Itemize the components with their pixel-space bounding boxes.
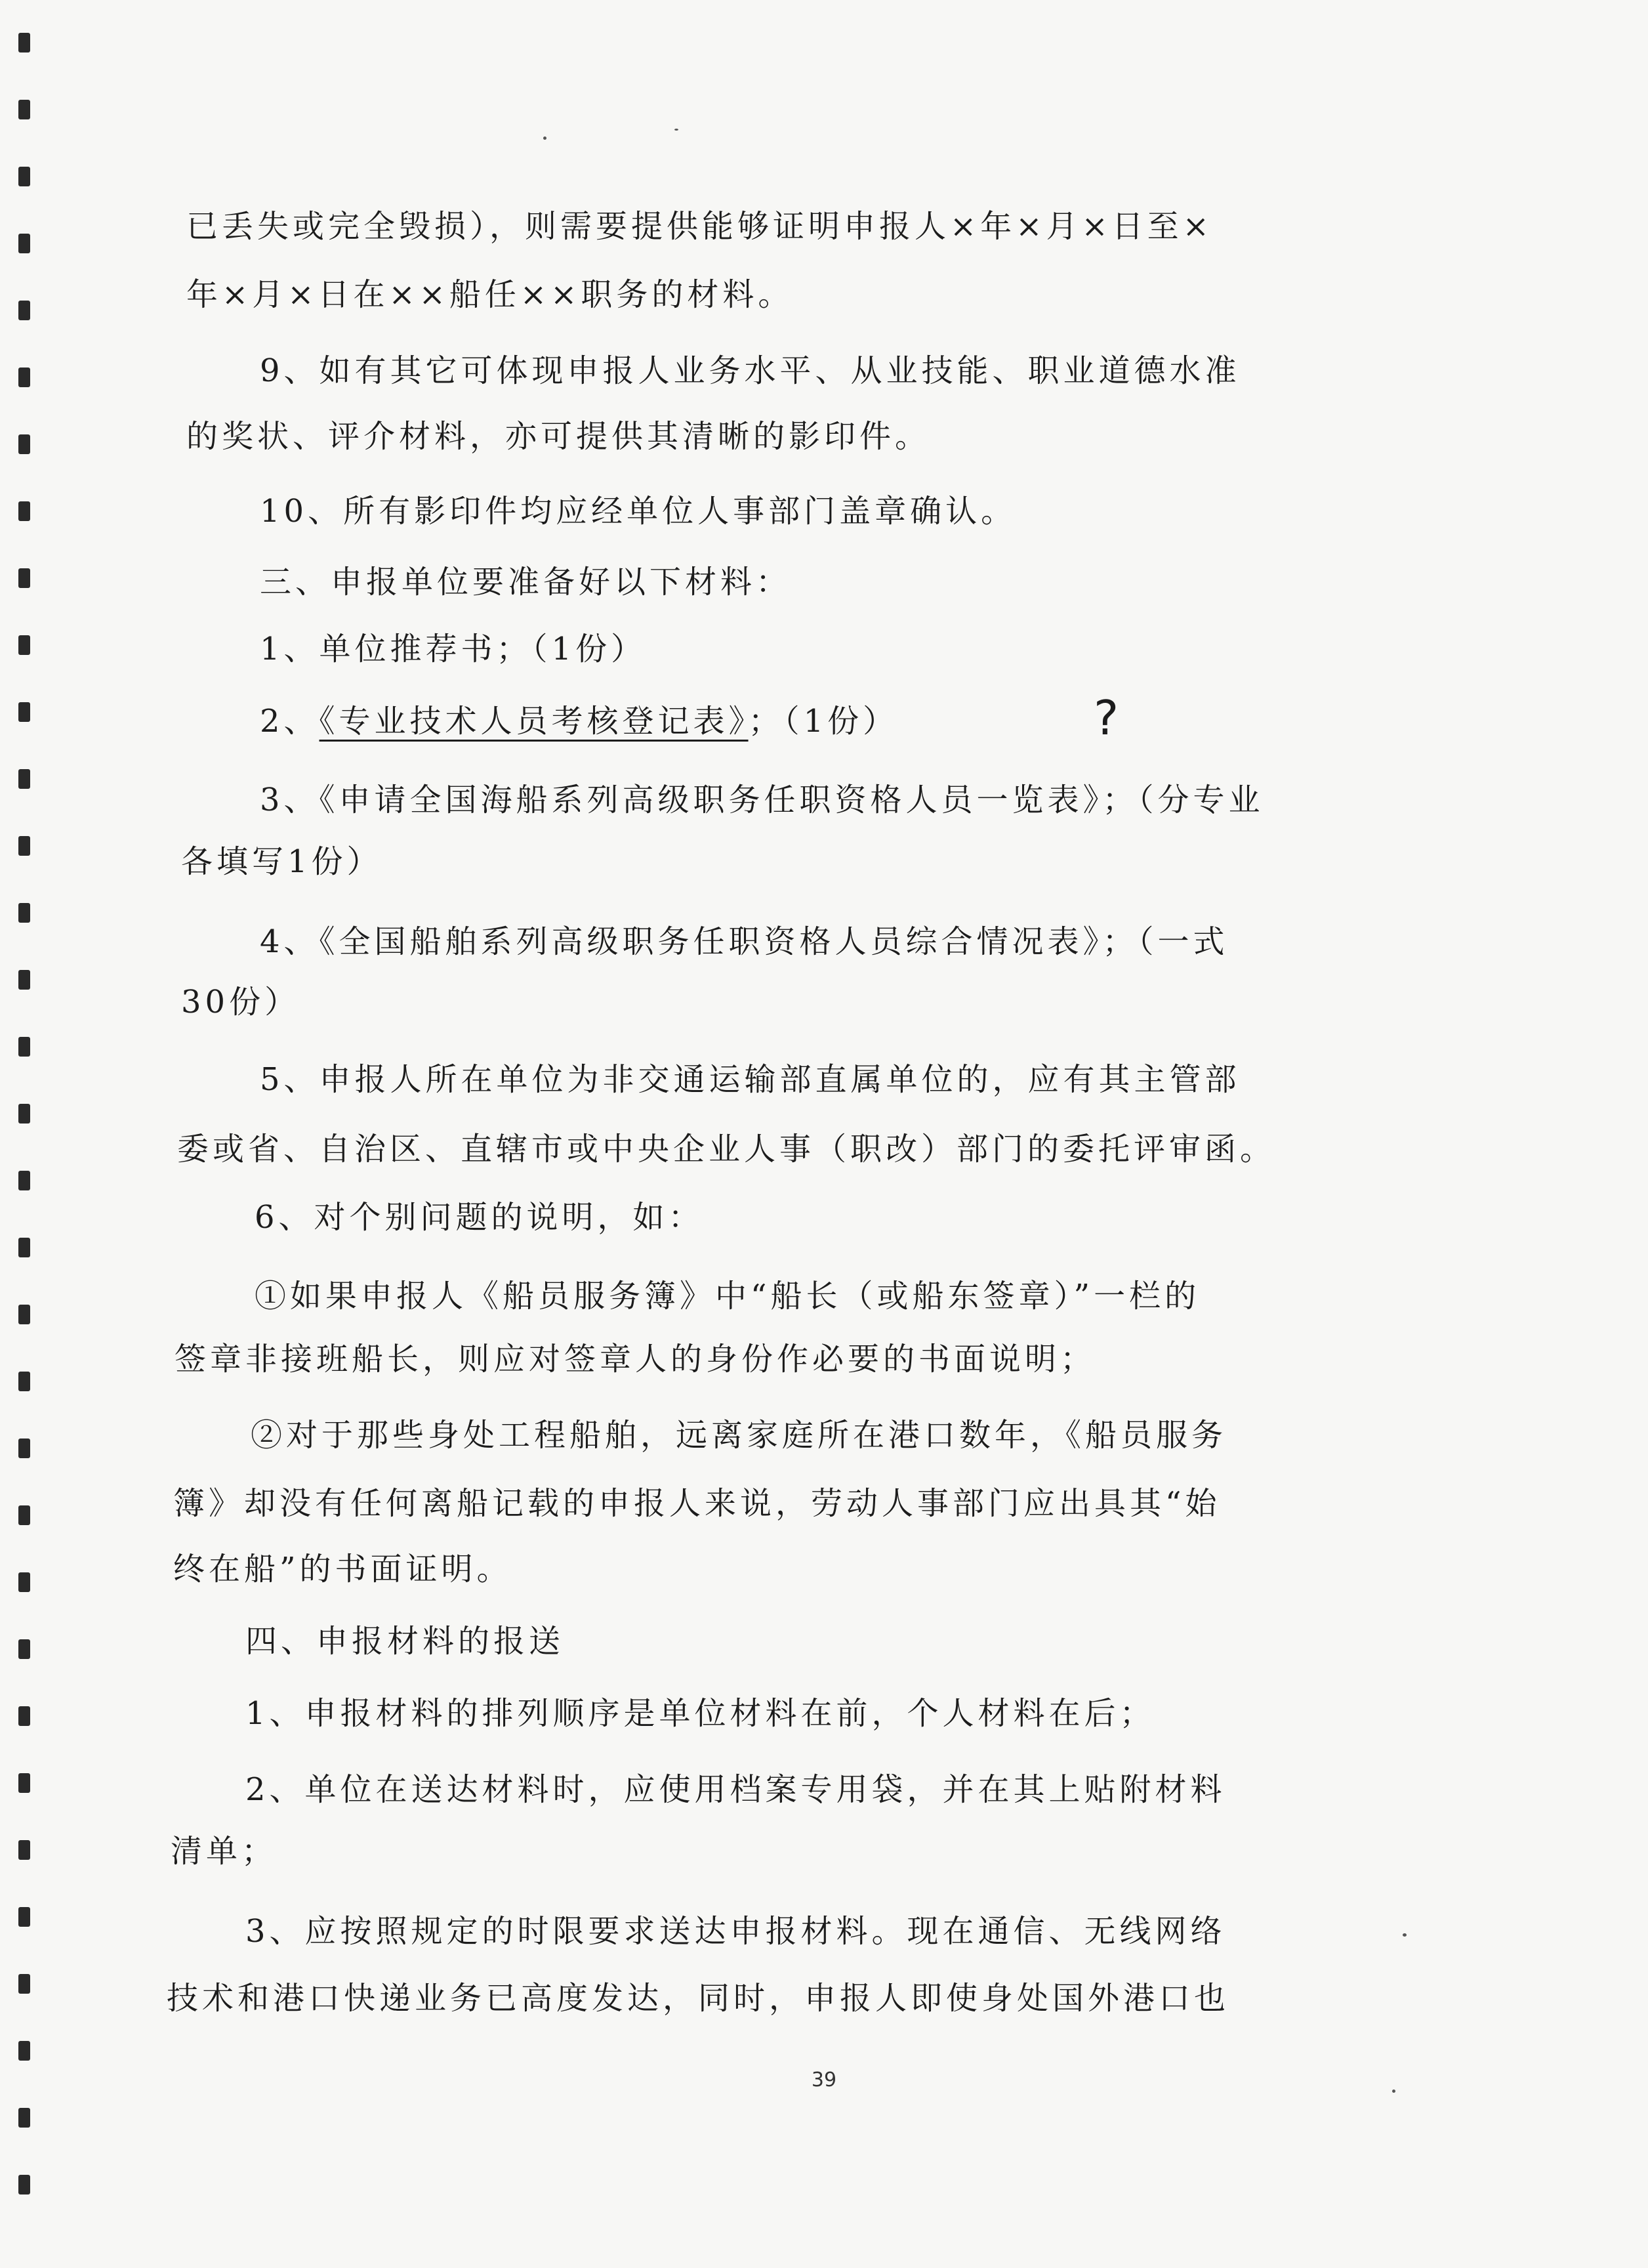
list-item: 1、单位推荐书；（1份） — [260, 631, 647, 667]
binding-hole — [18, 2108, 30, 2128]
list-item: ①如果申报人《船员服务簿》中“船长（或船东签章）”一栏的 — [255, 1278, 1201, 1314]
binding-hole — [18, 501, 30, 521]
handwritten-question-mark: ? — [1094, 690, 1119, 746]
binding-hole — [18, 301, 30, 320]
scan-speck — [674, 129, 678, 131]
list-item — [260, 698, 898, 744]
text-line: 10、所有影印件均应经单位人事部门盖章确认。 — [260, 493, 1017, 530]
binding-hole — [18, 1171, 30, 1190]
binding-hole — [18, 2175, 30, 2194]
binding-hole — [18, 1438, 30, 1458]
list-number: 2、 — [260, 703, 319, 740]
text-line: 30份） — [181, 984, 300, 1020]
binding-hole — [18, 100, 30, 119]
text-line: 终在船”的书面证明。 — [173, 1551, 512, 1587]
binding-hole — [18, 1104, 30, 1124]
binding-hole — [18, 234, 30, 253]
text-line: 清单； — [171, 1833, 278, 1870]
binding-hole — [18, 1639, 30, 1659]
text-line: 年×月×日在××船任××职务的材料。 — [186, 276, 794, 313]
list-item: 2、单位在送达材料时，应使用档案专用袋，并在其上贴附材料 — [245, 1771, 1226, 1808]
spiral-binding — [18, 26, 45, 2258]
binding-hole — [18, 1037, 30, 1057]
list-item: 3、《申请全国海船系列高级职务任职资格人员一览表》；（分专业 — [260, 782, 1264, 818]
text-line: 已丢失或完全毁损），则需要提供能够证明申报人×年×月×日至× — [186, 208, 1213, 245]
underlined-title: 《专业技术人员考核登记表》 — [319, 703, 749, 740]
binding-hole — [18, 1305, 30, 1324]
binding-hole — [18, 2041, 30, 2061]
list-item: 4、《全国船舶系列高级职务任职资格人员综合情况表》；（一式 — [260, 923, 1229, 960]
binding-hole — [18, 635, 30, 655]
binding-hole — [18, 1238, 30, 1257]
text-line: 技术和港口快递业务已高度发达，同时，申报人即使身处国外港口也 — [167, 1980, 1230, 2017]
binding-hole — [18, 33, 30, 52]
binding-hole — [18, 1840, 30, 1860]
scan-speck — [543, 136, 546, 140]
scan-speck — [1403, 1933, 1407, 1937]
page-number: 39 — [811, 2068, 837, 2091]
binding-hole — [18, 1706, 30, 1726]
list-item: 3、应按照规定的时限要求送达申报材料。现在通信、无线网络 — [245, 1913, 1226, 1950]
list-item-tail: ；（1份） — [748, 703, 899, 740]
list-item: 6、对个别问题的说明，如： — [255, 1199, 704, 1236]
binding-hole — [18, 1773, 30, 1793]
text-line: 的奖状、评介材料，亦可提供其清晰的影印件。 — [186, 418, 931, 455]
binding-hole — [18, 167, 30, 186]
binding-hole — [18, 970, 30, 990]
binding-hole — [18, 903, 30, 923]
binding-hole — [18, 568, 30, 588]
text-line: 委或省、自治区、直辖市或中央企业人事（职改）部门的委托评审函。 — [177, 1131, 1276, 1167]
section-heading: 四、申报材料的报送 — [245, 1623, 565, 1660]
binding-hole — [18, 702, 30, 722]
binding-hole — [18, 836, 30, 856]
list-item: 5、申报人所在单位为非交通运输部直属单位的，应有其主管部 — [260, 1061, 1241, 1098]
list-item: ②对于那些身处工程船舶，远离家庭所在港口数年，《船员服务 — [251, 1417, 1227, 1454]
binding-hole — [18, 1974, 30, 1994]
binding-hole — [18, 368, 30, 387]
text-line: 各填写1份） — [181, 843, 382, 880]
section-heading: 三、申报单位要准备好以下材料： — [260, 564, 792, 600]
binding-hole — [18, 1907, 30, 1927]
binding-hole — [18, 1572, 30, 1592]
list-item: 1、申报材料的排列顺序是单位材料在前，个人材料在后； — [245, 1695, 1155, 1732]
binding-hole — [18, 1372, 30, 1391]
text-line: 簿》却没有任何离船记载的申报人来说，劳动人事部门应出具其“始 — [173, 1485, 1221, 1522]
text-line: 签章非接班船长，则应对签章人的身份作必要的书面说明； — [175, 1341, 1096, 1377]
text-line: 9、如有其它可体现申报人业务水平、从业技能、职业道德水准 — [260, 352, 1241, 389]
binding-hole — [18, 1505, 30, 1525]
binding-hole — [18, 769, 30, 789]
binding-hole — [18, 434, 30, 454]
